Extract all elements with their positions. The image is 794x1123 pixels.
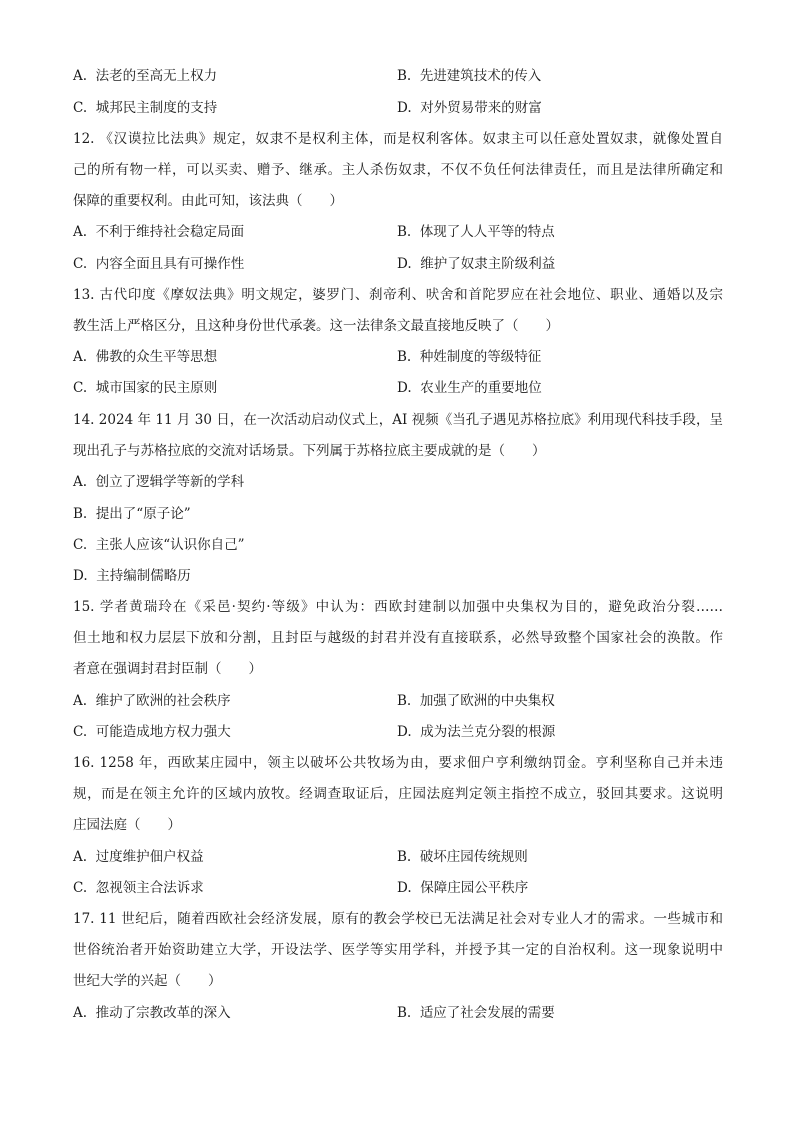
q15-option-b: B. 加强了欧洲的中央集权	[397, 693, 555, 709]
q13-option-c: C. 城市国家的民主原则	[73, 380, 218, 396]
q13-stem-line-2: 教生活上严格区分，且这种身份世代承袭。这一法律条文最直接地反映了（ ）	[73, 318, 559, 334]
q15-option-c: C. 可能造成地方权力强大	[73, 724, 231, 740]
q12-option-a: A. 不利于维持社会稳定局面	[73, 224, 245, 240]
q16-option-b: B. 破坏庄园传统规则	[397, 849, 528, 865]
q16-stem-line-2: 规，而是在领主允许的区域内放牧。经调查取证后，庄园法庭判定领主指控不成立，驳回其要求。这说明	[73, 786, 723, 802]
q16-stem-line-1: 16. 1258 年，西欧某庄园中，领主以破坏公共牧场为由，要求佃户亨利缴纳罚金。亨利坚称自己并未违	[73, 755, 723, 771]
q11-option-a: A. 法老的至高无上权力	[73, 68, 218, 84]
q14-option-c: C. 主张人应该“认识你自己”	[73, 537, 245, 553]
q11-option-c: C. 城邦民主制度的支持	[73, 100, 218, 116]
q15-stem-line-2: 但土地和权力层层下放和分割，且封臣与越级的封君并没有直接联系，必然导致整个国家社会的涣散。作	[73, 630, 723, 646]
q15-option-d: D. 成为法兰克分裂的根源	[397, 724, 556, 740]
q17-stem-line-3: 世纪大学的兴起（ ）	[73, 973, 222, 989]
q12-stem-line-1: 12. 《汉谟拉比法典》规定，奴隶不是权利主体，而是权利客体。奴隶主可以任意处置奴隶，就像处置自	[73, 131, 723, 147]
q16-stem-line-3: 庄园法庭（ ）	[73, 817, 181, 833]
q17-stem-line-1: 17. 11 世纪后，随着西欧社会经济发展，原有的教会学校已无法满足社会对专业人才的需求。一些城市和	[73, 911, 723, 927]
q13-option-b: B. 种姓制度的等级特征	[397, 349, 542, 365]
q14-option-b: B. 提出了“原子论”	[73, 506, 191, 522]
q12-option-b: B. 体现了人人平等的特点	[397, 224, 555, 240]
q16-option-c: C. 忽视领主合法诉求	[73, 880, 204, 896]
q13-option-d: D. 农业生产的重要地位	[397, 380, 542, 396]
q15-stem-line-3: 者意在强调封君封臣制（ ）	[73, 661, 262, 677]
q13-option-a: A. 佛教的众生平等思想	[73, 349, 218, 365]
q17-stem-line-2: 世俗统治者开始资助建立大学，开设法学、医学等实用学科，并授予其一定的自治权利。这一现象说明中	[73, 942, 723, 958]
q17-option-a: A. 推动了宗教改革的深入	[73, 1005, 231, 1021]
q14-stem-line-2: 现出孔子与苏格拉底的交流对话场景。下列属于苏格拉底主要成就的是（ ）	[73, 443, 546, 459]
q17-option-b: B. 适应了社会发展的需要	[397, 1005, 555, 1021]
q11-option-d: D. 对外贸易带来的财富	[397, 100, 542, 116]
q15-stem-line-1: 15. 学者黄瑞玲在《采邑·契约·等级》中认为：西欧封建制以加强中央集权为目的，避免政治分裂……	[73, 599, 723, 615]
q16-option-a: A. 过度维护佃户权益	[73, 849, 204, 865]
q12-option-d: D. 维护了奴隶主阶级利益	[397, 256, 556, 272]
q12-option-c: C. 内容全面且具有可操作性	[73, 256, 245, 272]
q14-stem-line-1: 14. 2024 年 11 月 30 日，在一次活动启动仪式上，AI 视频《当孔子遇见苏格拉底》利用现代科技手段，呈	[73, 412, 723, 428]
q15-option-a: A. 维护了欧洲的社会秩序	[73, 693, 231, 709]
q13-stem-line-1: 13. 古代印度《摩奴法典》明文规定，婆罗门、刹帝利、吠舍和首陀罗应在社会地位、职业、通婚以及宗	[73, 287, 723, 303]
q14-option-a: A. 创立了逻辑学等新的学科	[73, 474, 245, 490]
q14-option-d: D. 主持编制儒略历	[73, 568, 191, 584]
q11-option-b: B. 先进建筑技术的传入	[397, 68, 542, 84]
q12-stem-line-3: 保障的重要权利。由此可知，该法典（ ）	[73, 193, 343, 209]
q12-stem-line-2: 己的所有物一样，可以买卖、赠予、继承。主人杀伤奴隶，不仅不负任何法律责任，而且是法律所确定和	[73, 162, 723, 178]
q16-option-d: D. 保障庄园公平秩序	[397, 880, 529, 896]
